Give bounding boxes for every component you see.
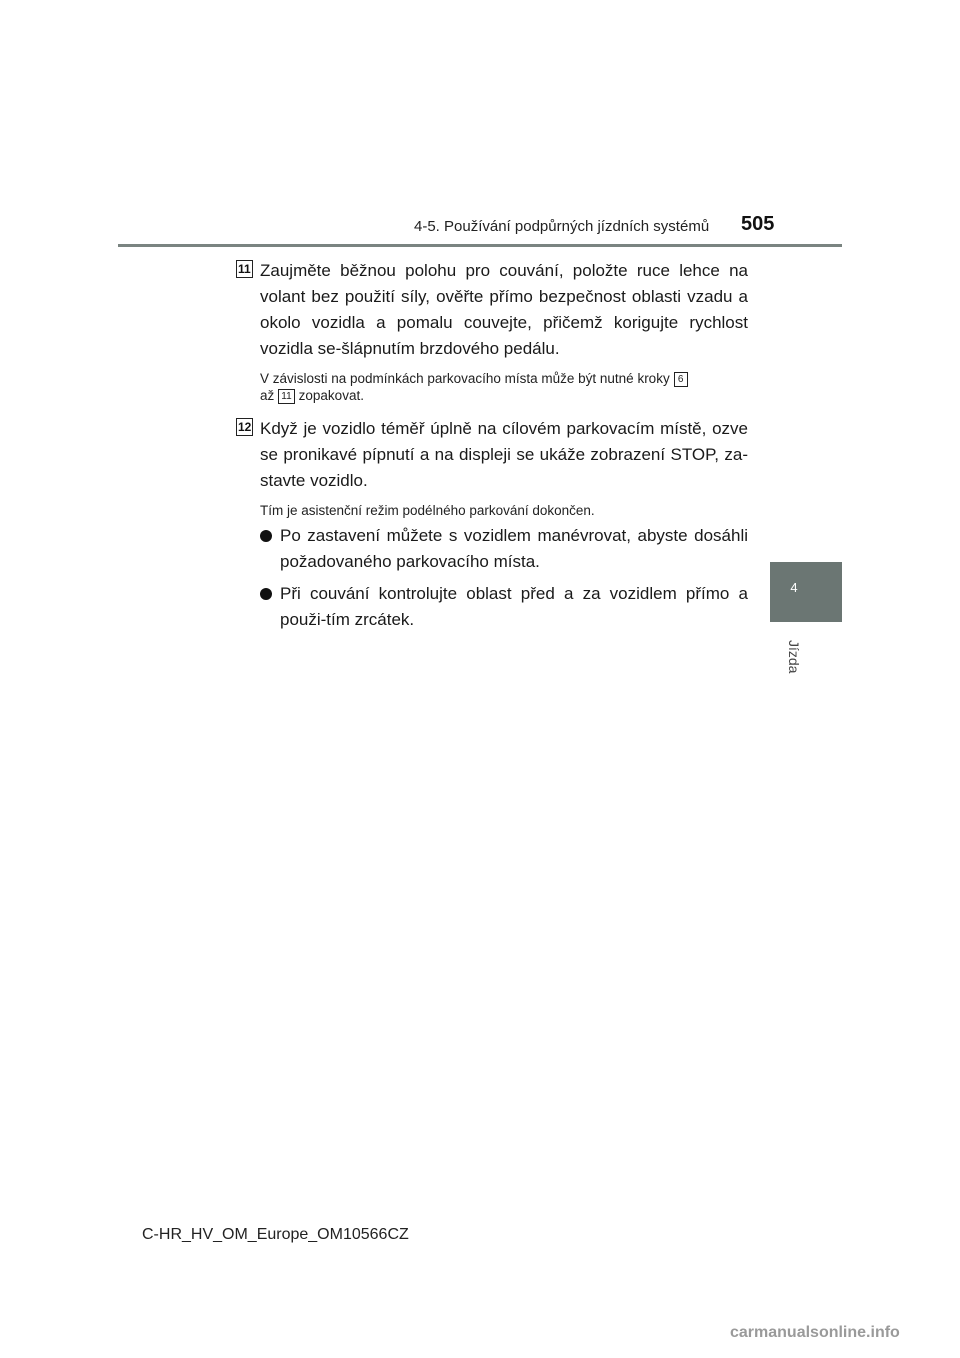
bullet-icon [260, 588, 272, 600]
note-text: až [260, 388, 275, 403]
list-item [260, 523, 748, 575]
step-reference-badge: 6 [674, 372, 688, 387]
step-text: Když je vozidlo téměř úplně na cílovém parkovacím místě, ozve se pronikavé pípnutí a na displeji se ukáže zobrazení STOP, za-stavte vozidlo. [260, 419, 748, 490]
chapter-label: Jízda [786, 640, 802, 674]
step-12 [236, 416, 748, 633]
step-reference-badge: 11 [278, 389, 294, 404]
note-text: zopakovat. [298, 388, 364, 403]
page-number: 505 [741, 213, 775, 235]
list-item [260, 581, 748, 633]
step-11 [236, 258, 748, 404]
note-text: V závislosti na podmínkách parkovacího místa může být nutné kroky [260, 371, 670, 386]
step-note: Tím je asistenční režim podélného parkování dokončen. [260, 503, 595, 518]
chapter-number: 4 [790, 580, 798, 595]
bullet-icon [260, 530, 272, 542]
document-code: C-HR_HV_OM_Europe_OM10566CZ [142, 1226, 409, 1243]
step-note [260, 370, 748, 404]
header-divider [118, 244, 842, 247]
step-number-badge: 12 [238, 420, 252, 434]
watermark: carmanualsonline.info [730, 1324, 900, 1341]
step-text: Zaujměte běžnou polohu pro couvání, položte ruce lehce na volant bez použití síly, ověřte přímo bezpečnost oblasti vzadu a okolo vozidla a pomalu couvejte, přičemž korigujte rychlost vozidla se-šlápnutím brzdového pedálu. [260, 261, 748, 358]
bullet-list [260, 523, 748, 633]
step-number-badge: 11 [238, 262, 251, 276]
bullet-text: Po zastavení můžete s vozidlem manévrovat, abyste dosáhli požadovaného parkovacího místa. [280, 526, 748, 571]
page-content [236, 258, 748, 639]
section-title: 4-5. Používání podpůrných jízdních systémů [414, 218, 710, 235]
page-header [0, 0, 960, 250]
bullet-text: Při couvání kontrolujte oblast před a za vozidlem přímo a použi-tím zrcátek. [280, 584, 748, 629]
chapter-tab [770, 562, 842, 622]
